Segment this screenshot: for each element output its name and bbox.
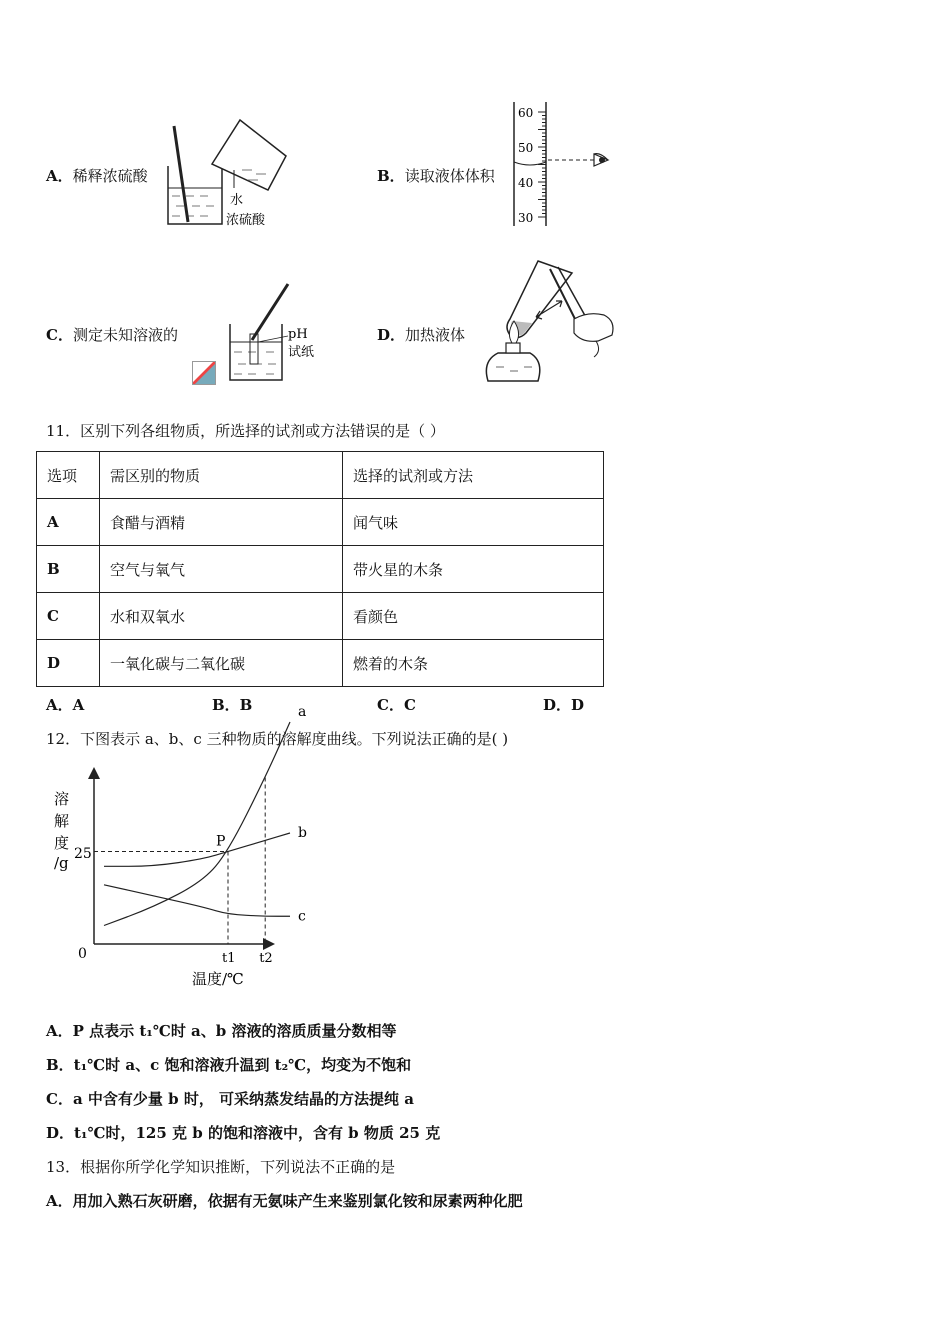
dilute-acid-figure: [160, 118, 300, 230]
series-line-a: [104, 722, 290, 926]
q10-option-c: C．测定未知溶液的: [46, 326, 178, 344]
x-tick-t1: t1: [222, 951, 236, 966]
q11-answer-d: D．D: [543, 696, 585, 714]
origin-label: 0: [78, 946, 87, 962]
table-row: C 水和双氧水 看颜色: [37, 593, 604, 640]
x-tick-t2: t2: [259, 951, 273, 966]
broken-image-icon: [192, 361, 216, 385]
q11-answer-b: B．B: [212, 696, 253, 714]
q11-answer-a: A．A: [46, 696, 85, 714]
q12-option-d: D．t₁℃时，125 克 b 的饱和溶液中，含有 b 物质 25 克: [46, 1124, 441, 1142]
svg-text:50: 50: [518, 141, 534, 155]
q11-table: [36, 451, 604, 687]
q10-option-d: D．加热液体: [377, 326, 466, 344]
table-row: A 食醋与酒精 闻气味: [37, 499, 604, 546]
q11-answer-c: C．C: [377, 696, 416, 714]
q12-option-b: B．t₁℃时 a、c 饱和溶液升温到 t₂℃，均变为不饱和: [46, 1056, 412, 1074]
q12-option-c: C．a 中含有少量 b 时， 可采纳蒸发结晶的方法提纯 a: [46, 1090, 414, 1108]
series-label-a: a: [298, 704, 307, 720]
series-label-c: c: [298, 908, 306, 925]
x-axis-label: 温度/℃: [192, 970, 244, 988]
svg-text:40: 40: [518, 176, 534, 190]
y-label-3: 度: [54, 834, 70, 852]
y-label-4: /g: [54, 854, 69, 872]
y-label-1: 溶: [54, 790, 70, 808]
svg-text:试纸: 试纸: [288, 345, 315, 360]
water-label: 水: [230, 193, 244, 208]
q11-stem: 11．区别下列各组物质，所选择的试剂或方法错误的是（ ）: [46, 422, 445, 440]
hand-icon: [574, 314, 613, 342]
svg-text:30: 30: [518, 211, 534, 225]
acid-label: 浓硫酸: [226, 213, 266, 228]
q13-stem: 13．根据你所学化学知识推断，下列说法不正确的是: [46, 1158, 396, 1176]
ph-test-figure: [222, 280, 332, 386]
point-p-label: P: [216, 833, 226, 850]
y-label-2: 解: [54, 812, 70, 830]
series-line-b: [104, 833, 290, 866]
q10-option-a: A．稀释浓硫酸: [46, 167, 148, 185]
y-tick-25: 25: [74, 846, 92, 862]
q12-stem: 12．下图表示 a、b、c 三种物质的溶解度曲线。下列说法正确的是( ): [46, 730, 509, 748]
heat-liquid-figure: [478, 255, 623, 387]
q13-option-a: A．用加入熟石灰研磨，依据有无氨味产生来鉴别氯化铵和尿素两种化肥: [46, 1192, 523, 1210]
svg-text:60: 60: [518, 106, 534, 120]
series-line-c: [104, 885, 290, 916]
table-row: B 空气与氧气 带火星的木条: [37, 546, 604, 593]
table-header-row: 选项 需区别的物质 选择的试剂或方法: [37, 452, 604, 499]
cylinder-figure: [508, 98, 618, 230]
q12-option-a: A．P 点表示 t₁℃时 a、b 溶液的溶质质量分数相等: [46, 1022, 397, 1040]
svg-text:pH: pH: [288, 327, 308, 342]
table-row: D 一氧化碳与二氧化碳 燃着的木条: [37, 640, 604, 687]
series-label-b: b: [298, 825, 307, 841]
q10-option-b: B．读取液体体积: [377, 167, 495, 185]
